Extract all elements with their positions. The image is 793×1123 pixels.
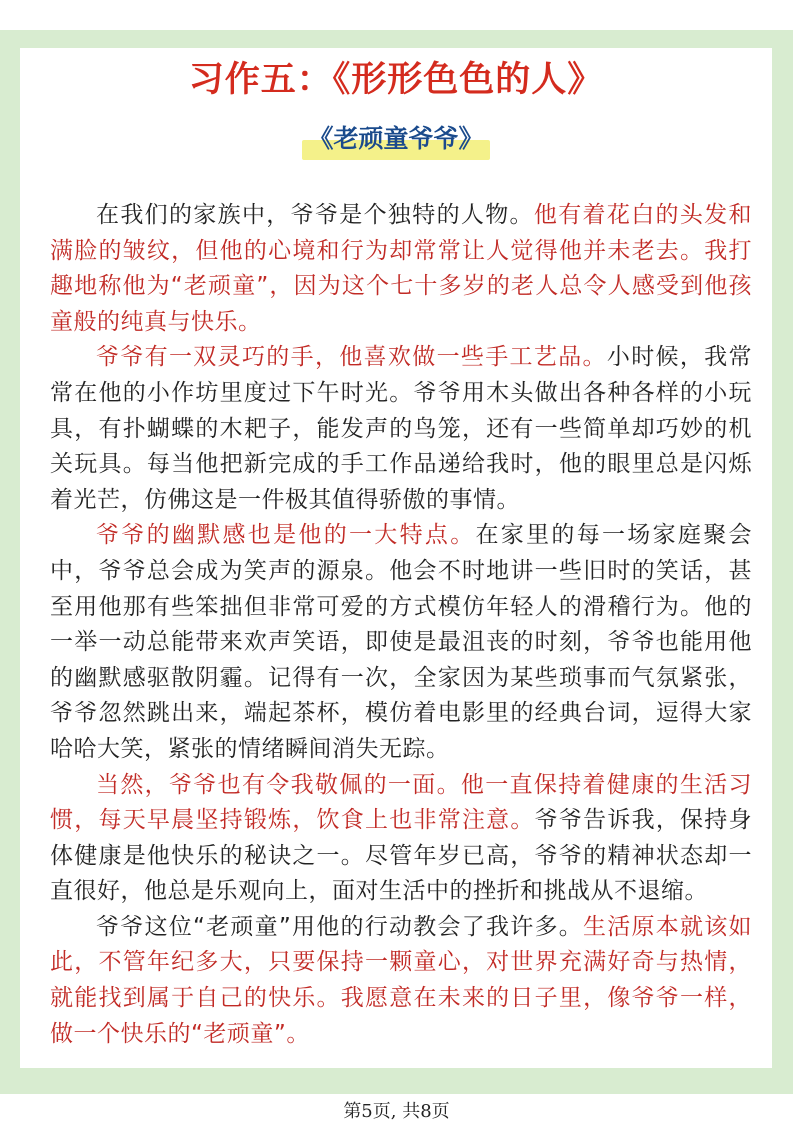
essay-paragraph: [50, 198, 752, 340]
highlighted-sentence: 生活原本就该如此，不管年纪多大，只要保持一颗童心，对世界充满好奇与热情，就能找到属于自己的快乐。我愿意在未来的日子里，像爷爷一样，做一个快乐的“老顽童”。: [50, 913, 752, 1047]
page-title: 习作五：《形形色色的人》: [188, 60, 604, 100]
highlighted-sentence: 当然，爷爷也有令我敬佩的一面。他一直保持着健康的生活习惯，每天早晨坚持锻炼，饮食上也非常注意。: [50, 771, 752, 834]
essay-body: [50, 198, 752, 1052]
page-number: 第5页, 共8页: [343, 1101, 450, 1122]
essay-paragraph: [50, 768, 752, 910]
sentence: 小时候，我常常在他的小作坊里度过下午时光。爷爷用木头做出各种各样的小玩具，有扑蝴蝶的木耙子，能发声的鸟笼，还有一些简单却巧妙的机关玩具。每当他把新完成的手工作品递给我时，他的眼里总是闪烁着光芒，仿佛这是一件极其值得骄傲的事情。: [50, 344, 753, 513]
essay-paragraph: [50, 518, 752, 767]
subtitle-container: [20, 122, 772, 156]
highlighted-sentence: 爷爷的幽默感也是他的一大特点。: [96, 522, 476, 549]
highlighted-sentence: 爷爷有一双灵巧的手，他喜欢做一些手工艺品。: [96, 344, 607, 371]
essay-paragraph: [50, 910, 752, 1052]
essay-subtitle: [302, 122, 489, 156]
sentence: 爷爷这位“老顽童”用他的行动教会了我许多。: [96, 913, 584, 940]
subtitle-text: 《老顽童爷爷》: [308, 124, 484, 153]
sentence: 在家里的每一场家庭聚会中，爷爷总会成为笑声的源泉。他会不时地讲一些旧时的笑话，甚至用他那有些笨拙但非常可爱的方式模仿年轻人的滑稽行为。他的一举一动总能带来欢声笑语，即使是最沮丧的时刻，爷爷也能用他的幽默感驱散阴霾。记得有一次，全家因为某些琐事而气氛紧张，爷爷忽然跳出来，端起茶杯，模仿着电影里的经典台词，逗得大家哈哈大笑，紧张的情绪瞬间消失无踪。: [50, 522, 753, 762]
document-page: [20, 48, 772, 1068]
sentence: 在我们的家族中，爷爷是个独特的人物。: [96, 202, 534, 228]
sentence: 爷爷告诉我，保持身体健康是他快乐的秘诀之一。尽管年岁已高，爷爷的精神状态却一直很好，他总是乐观向上，面对生活中的挫折和挑战从不退缩。: [50, 807, 753, 905]
essay-paragraph: [50, 340, 752, 518]
highlighted-sentence: 他有着花白的头发和满脸的皱纹，但他的心境和行为却常常让人觉得他并未老去。我打趣地称他为“老顽童”，因为这个七十多岁的老人总令人感受到他孩童般的纯真与快乐。: [50, 202, 753, 335]
